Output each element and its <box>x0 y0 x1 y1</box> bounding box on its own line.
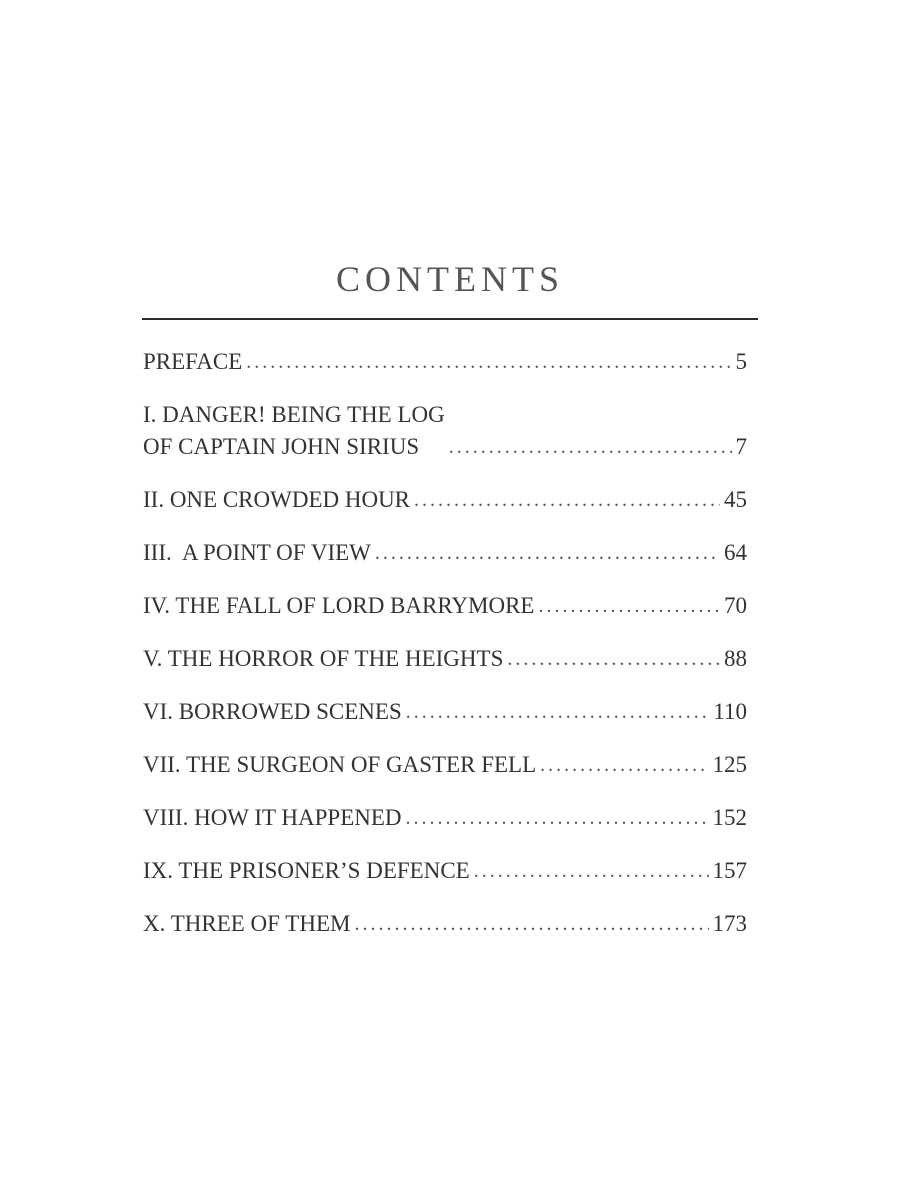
toc-entry-page-number: 45 <box>724 487 747 512</box>
toc-entry-title-line: V. THE HORROR OF THE HEIGHTS <box>143 646 504 671</box>
toc-entry-title-line: IV. THE FALL OF LORD BARRYMORE <box>143 593 535 618</box>
toc-entry-page-number: 173 <box>712 911 747 936</box>
toc-entry-title <box>143 855 470 887</box>
toc-entry-page-number: 7 <box>735 434 747 459</box>
toc-entry-page-number: 70 <box>724 593 747 618</box>
dot-leader <box>246 346 731 378</box>
toc-entry-title <box>143 696 402 728</box>
toc-entry-page-number: 152 <box>712 805 747 830</box>
toc-entry <box>143 749 747 781</box>
toc-entry-title-line: III. A POINT OF VIEW <box>143 540 371 565</box>
toc-entry <box>143 537 747 569</box>
toc-entry-page-number: 88 <box>724 646 747 671</box>
toc-entry-title <box>143 802 402 834</box>
toc-entry <box>143 855 747 887</box>
contents-heading: CONTENTS <box>336 259 564 299</box>
dot-leader <box>540 749 708 781</box>
toc-entry-title-line: II. ONE CROWDED HOUR <box>143 487 411 512</box>
heading-rule <box>142 318 758 320</box>
toc-entry-page-number: 64 <box>724 540 747 565</box>
toc-entry-title-line: VII. THE SURGEON OF GASTER FELL <box>143 752 537 777</box>
toc-entry-title-line: OF CAPTAIN JOHN SIRIUS <box>143 434 420 459</box>
toc-entry-title <box>143 590 534 622</box>
toc-entry-title-line: VI. BORROWED SCENES <box>143 699 402 724</box>
toc-entry <box>143 908 747 940</box>
toc-entry-title-line: VIII. HOW IT HAPPENED <box>143 805 402 830</box>
toc-entry-title <box>143 484 410 516</box>
dot-leader <box>354 908 708 940</box>
dot-leader <box>406 696 710 728</box>
dot-leader <box>538 590 720 622</box>
toc-list <box>143 346 747 961</box>
dot-leader <box>375 537 720 569</box>
toc-entry <box>143 399 747 463</box>
dot-leader <box>474 855 709 887</box>
dot-leader <box>406 802 709 834</box>
toc-entry-title <box>143 399 445 463</box>
toc-entry-page-number: 5 <box>735 349 747 374</box>
toc-entry-title <box>143 908 350 940</box>
toc-entry-title <box>143 643 503 675</box>
toc-entry <box>143 643 747 675</box>
toc-entry <box>143 484 747 516</box>
toc-entry-page-number: 110 <box>713 699 747 724</box>
toc-entry-title-line: I. DANGER! BEING THE LOG <box>143 402 445 427</box>
toc-entry <box>143 346 747 378</box>
toc-entry <box>143 802 747 834</box>
toc-entry-title-line: PREFACE <box>143 349 243 374</box>
toc-entry-title <box>143 749 536 781</box>
toc-entry-title <box>143 537 371 569</box>
toc-entry-page-number: 157 <box>712 858 747 883</box>
dot-leader <box>414 484 720 516</box>
dot-leader <box>507 643 720 675</box>
toc-entry-title <box>143 346 242 378</box>
toc-entry-page-number: 125 <box>712 752 747 777</box>
toc-entry-title-line: X. THREE OF THEM <box>143 911 351 936</box>
toc-entry-title-line: IX. THE PRISONER’S DEFENCE <box>143 858 470 883</box>
toc-entry <box>143 696 747 728</box>
dot-leader <box>449 431 732 463</box>
toc-entry <box>143 590 747 622</box>
